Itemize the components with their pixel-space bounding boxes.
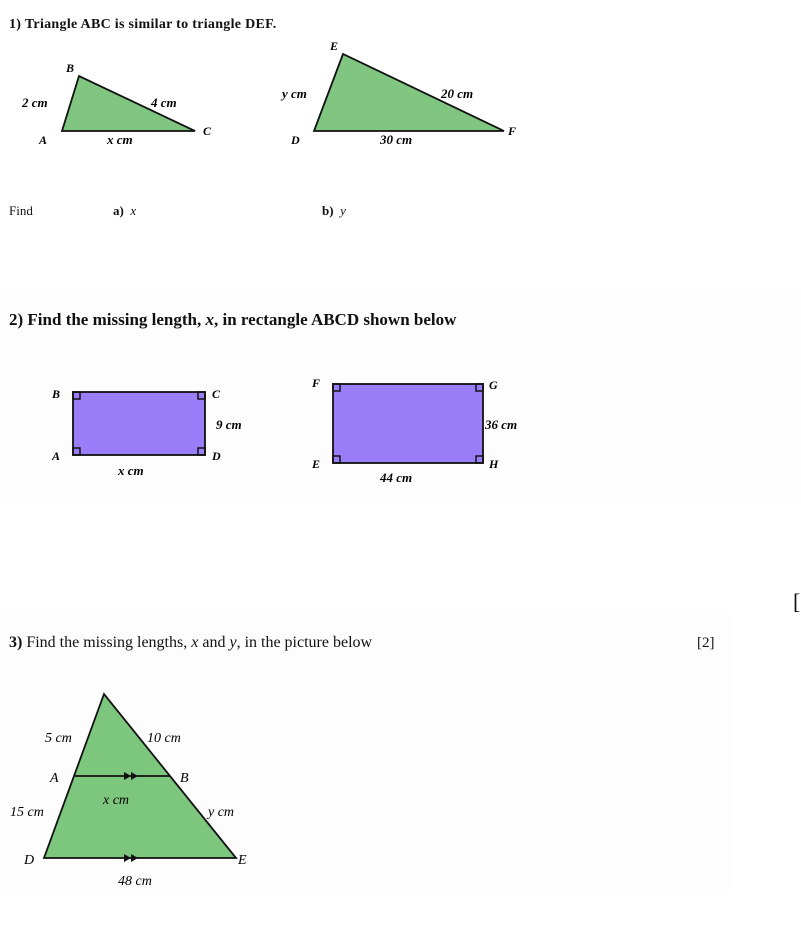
vertex-a3-label: A	[50, 771, 59, 786]
side-bc-label: 4 cm	[151, 95, 177, 110]
side-ad-label: x cm	[118, 463, 144, 478]
rectangle-abcd	[73, 392, 205, 455]
vertex-e2-label: E	[312, 457, 321, 471]
part-a-var: x	[130, 203, 137, 218]
q3-title	[9, 634, 372, 652]
vertex-h2-label: H	[489, 457, 499, 471]
vertex-f2-label: F	[312, 376, 321, 390]
q1-number: 1)	[9, 17, 22, 32]
q2-var: x	[205, 310, 214, 329]
q3-text-mid: and	[202, 634, 226, 651]
side-top-right-label: 10 cm	[147, 731, 181, 746]
vertex-a-label: A	[39, 133, 48, 147]
side-df-label: 30 cm	[380, 132, 413, 147]
q2-title	[9, 310, 456, 330]
side-ef-label: 20 cm	[441, 86, 474, 101]
q3-number: 3)	[9, 634, 23, 651]
vertex-a2-label: A	[52, 449, 61, 463]
vertex-b2-label: B	[52, 387, 61, 401]
vertex-c2-label: C	[212, 387, 221, 401]
side-cd-label: 9 cm	[216, 417, 242, 432]
q3-var-y: y	[229, 634, 237, 651]
side-ac-label: x cm	[107, 132, 133, 147]
side-ab-label: 2 cm	[22, 95, 48, 110]
side-gh-label: 36 cm	[485, 417, 518, 432]
vertex-b3-label: B	[180, 771, 189, 786]
vertex-d3-label: D	[24, 853, 35, 868]
vertex-d-label: D	[291, 133, 300, 147]
q1-diagram	[0, 36, 801, 206]
side-de-label: y cm	[282, 86, 307, 101]
q3-text-before: Find the missing lengths,	[26, 634, 188, 651]
part-a-label: a)	[113, 203, 124, 218]
triangle-def	[314, 54, 504, 131]
vertex-c-label: C	[203, 124, 212, 138]
part-b-label: b)	[322, 203, 334, 218]
q1-text: Triangle ABC is similar to triangle DEF.	[24, 17, 277, 32]
q3-diagram	[0, 680, 801, 940]
q2-diagram	[0, 370, 801, 500]
q3-text-after: , in the picture below	[236, 634, 373, 651]
q3-var-x: x	[191, 634, 199, 651]
vertex-d2-label: D	[212, 449, 221, 463]
find-part-a	[113, 203, 136, 219]
segment-ab-label: x cm	[103, 793, 130, 808]
vertex-b-label: B	[66, 61, 75, 75]
q2-text-after: , in rectangle ABCD shown below	[213, 310, 457, 329]
q3-marks: [2]	[697, 635, 715, 651]
vertex-e-label: E	[330, 39, 339, 53]
rectangle-efgh	[333, 384, 483, 463]
q1-title	[9, 17, 277, 33]
vertex-f-label: F	[508, 124, 517, 138]
base-de-label: 48 cm	[118, 874, 152, 889]
side-eh-label: 44 cm	[380, 470, 413, 485]
find-word: Find	[9, 203, 33, 218]
q2-text-before: Find the missing length,	[27, 310, 202, 329]
part-b-var: y	[340, 203, 346, 218]
side-top-left-label: 5 cm	[45, 731, 72, 746]
side-lower-left-label: 15 cm	[10, 805, 44, 820]
find-part-b	[322, 203, 346, 219]
stray-bracket: [	[793, 589, 801, 614]
q2-number: 2)	[9, 310, 24, 329]
vertex-e3-label: E	[238, 853, 247, 868]
vertex-g2-label: G	[489, 378, 498, 392]
side-lower-right-label: y cm	[208, 805, 235, 820]
